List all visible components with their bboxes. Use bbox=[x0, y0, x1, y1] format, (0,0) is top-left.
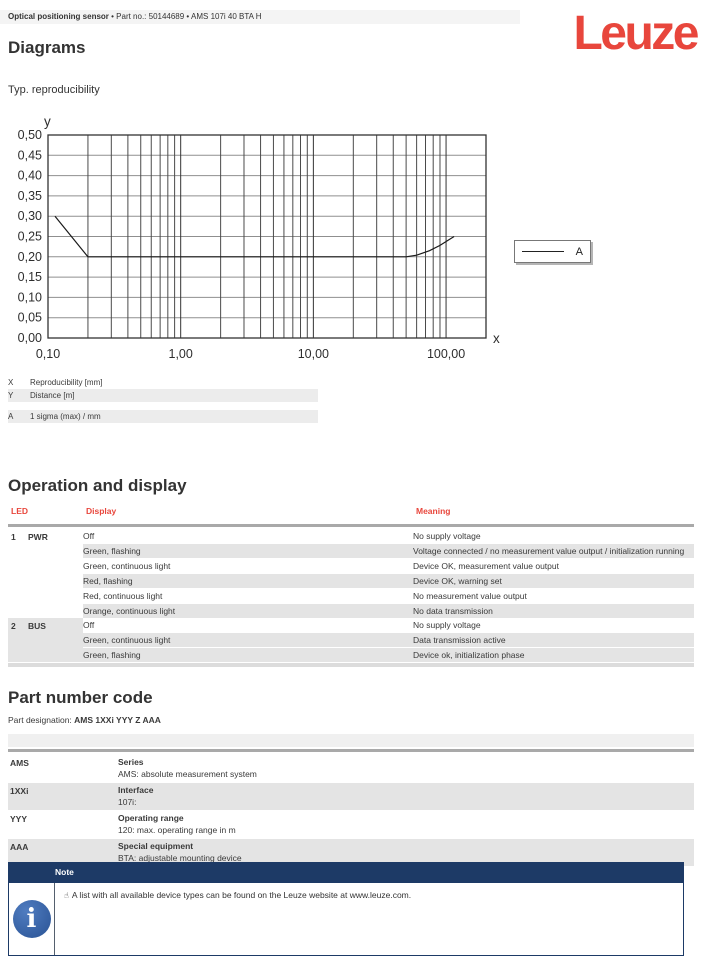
meaning-cell: No data transmission bbox=[413, 605, 493, 616]
table-row bbox=[83, 543, 694, 558]
info-icon: i bbox=[13, 900, 51, 938]
display-cell: Green, continuous light bbox=[83, 634, 171, 645]
table-row bbox=[83, 632, 694, 647]
table-row bbox=[83, 529, 694, 543]
meaning-cell: Device OK, measurement value output bbox=[413, 560, 559, 571]
footnote-text: Distance [m] bbox=[30, 391, 75, 400]
table-row bbox=[8, 782, 694, 810]
footnote-key: X bbox=[8, 378, 14, 387]
legend-line-sample bbox=[522, 251, 564, 252]
col-header-display: Display bbox=[86, 506, 117, 516]
y-tick-label: 0,25 bbox=[17, 229, 42, 244]
y-tick-label: 0,45 bbox=[17, 148, 42, 163]
note-icon-cell bbox=[9, 883, 55, 955]
led-group bbox=[8, 618, 694, 662]
header-rule bbox=[8, 524, 694, 527]
footnote-gap bbox=[8, 402, 318, 410]
section-title-diagrams: Diagrams bbox=[8, 38, 86, 57]
code-name: Interface bbox=[118, 785, 154, 795]
display-cell: Orange, continuous light bbox=[83, 605, 176, 616]
code-cell: AMS bbox=[10, 758, 29, 768]
display-cell: Off bbox=[83, 530, 95, 541]
y-axis-symbol: y bbox=[44, 114, 51, 129]
note-panel bbox=[8, 862, 684, 956]
table-pre-band bbox=[8, 734, 694, 747]
table-bottom-band bbox=[8, 663, 694, 667]
pointing-hand-icon: ☝ bbox=[64, 891, 69, 900]
legend-series-label: A bbox=[575, 245, 583, 258]
display-cell: Off bbox=[83, 619, 95, 630]
operation-table-header bbox=[8, 503, 694, 524]
table-row bbox=[83, 603, 694, 618]
code-description: 120: max. operating range in m bbox=[118, 824, 236, 835]
col-header-meaning: Meaning bbox=[416, 506, 451, 516]
header-rule bbox=[8, 749, 694, 752]
table-row bbox=[83, 573, 694, 588]
footnote-key: A bbox=[8, 412, 14, 421]
code-description: AMS: absolute measurement system bbox=[118, 768, 257, 779]
table-row bbox=[83, 588, 694, 603]
operation-section bbox=[8, 476, 694, 667]
footnote-row bbox=[8, 376, 318, 389]
code-description: 107i: bbox=[118, 796, 137, 807]
leuze-logo: Leuze bbox=[573, 7, 697, 60]
y-tick-label: 0,10 bbox=[17, 290, 42, 305]
display-cell: Red, continuous light bbox=[83, 590, 163, 601]
part-designation bbox=[8, 715, 694, 725]
y-tick-label: 0,40 bbox=[17, 168, 42, 183]
chart-subtitle: Typ. reproducibility bbox=[8, 84, 100, 96]
led-name: BUS bbox=[28, 620, 46, 631]
note-body bbox=[8, 883, 684, 956]
table-row bbox=[83, 647, 694, 662]
meaning-cell: Device OK, warning set bbox=[413, 575, 502, 586]
y-tick-label: 0,00 bbox=[17, 331, 42, 345]
display-cell: Green, continuous light bbox=[83, 560, 171, 571]
meaning-cell: Device ok, initialization phase bbox=[413, 649, 525, 660]
footnote-text: Reproducibility [mm] bbox=[30, 378, 103, 387]
code-cell: YYY bbox=[10, 814, 28, 824]
led-number: 1 bbox=[11, 531, 16, 542]
note-text-content: A list with all available device types can be found on the Leuze website at www.leuze.com. bbox=[71, 890, 412, 900]
code-name: Series bbox=[118, 757, 144, 767]
description-cell bbox=[118, 757, 694, 780]
led-cell bbox=[8, 618, 83, 662]
table-row bbox=[8, 754, 694, 782]
y-tick-label: 0,15 bbox=[17, 270, 42, 285]
meaning-cell: No measurement value output bbox=[413, 590, 527, 601]
y-tick-label: 0,05 bbox=[17, 310, 42, 325]
product-name: Optical positioning sensor bbox=[8, 12, 109, 21]
part-designation-value: AMS 1XXi YYY Z AAA bbox=[74, 715, 161, 725]
description-cell bbox=[118, 813, 694, 836]
chart-footnotes bbox=[8, 376, 318, 423]
meaning-cell: Voltage connected / no measurement value output / initialization running bbox=[413, 545, 685, 556]
led-rows bbox=[83, 618, 694, 662]
code-name: Operating range bbox=[118, 813, 184, 823]
col-header-led: LED bbox=[11, 506, 28, 516]
footnote-key: Y bbox=[8, 391, 14, 400]
x-tick-label: 100,00 bbox=[426, 347, 466, 361]
table-row bbox=[83, 618, 694, 632]
part-designation-label: Part designation: bbox=[8, 715, 75, 725]
led-name: PWR bbox=[28, 531, 48, 542]
footnote-text: 1 sigma (max) / mm bbox=[30, 412, 101, 421]
footnote-row bbox=[8, 410, 318, 423]
led-rows bbox=[83, 529, 694, 618]
code-cell: 1XXi bbox=[10, 786, 29, 796]
code-cell: AAA bbox=[10, 842, 29, 852]
note-text bbox=[55, 883, 683, 955]
led-group bbox=[8, 529, 694, 618]
operation-table bbox=[8, 529, 694, 662]
section-title-operation: Operation and display bbox=[8, 476, 187, 495]
display-cell: Green, flashing bbox=[83, 649, 141, 660]
chart-legend bbox=[514, 240, 591, 263]
document-header bbox=[0, 10, 520, 24]
y-tick-label: 0,50 bbox=[17, 128, 42, 142]
part-number-info: • Part no.: 50144689 • AMS 107i 40 BTA H bbox=[108, 12, 262, 21]
x-tick-label: 0,10 bbox=[35, 347, 61, 361]
meaning-cell: No supply voltage bbox=[413, 530, 481, 541]
meaning-cell: Data transmission active bbox=[413, 634, 506, 645]
table-row bbox=[8, 810, 694, 838]
meaning-cell: No supply voltage bbox=[413, 619, 481, 630]
description-cell bbox=[118, 785, 694, 808]
x-tick-label: 10,00 bbox=[297, 347, 330, 361]
code-description: BTA: adjustable mounting device bbox=[118, 852, 242, 863]
section-title-part-number: Part number code bbox=[8, 688, 153, 707]
note-header: Note bbox=[8, 862, 684, 883]
x-axis-symbol: x bbox=[493, 331, 500, 346]
footnote-row bbox=[8, 389, 318, 402]
reproducibility-chart bbox=[0, 112, 600, 368]
led-cell bbox=[8, 529, 83, 618]
display-cell: Red, flashing bbox=[83, 575, 133, 586]
part-number-section bbox=[8, 688, 694, 866]
description-cell bbox=[118, 841, 694, 864]
table-row bbox=[83, 558, 694, 573]
y-tick-label: 0,30 bbox=[17, 209, 42, 224]
display-cell: Green, flashing bbox=[83, 545, 141, 556]
x-tick-label: 1,00 bbox=[168, 347, 193, 361]
y-tick-label: 0,20 bbox=[17, 249, 42, 264]
y-tick-label: 0,35 bbox=[17, 188, 42, 203]
code-name: Special equipment bbox=[118, 841, 194, 851]
part-number-table bbox=[8, 754, 694, 866]
led-number: 2 bbox=[11, 620, 16, 631]
